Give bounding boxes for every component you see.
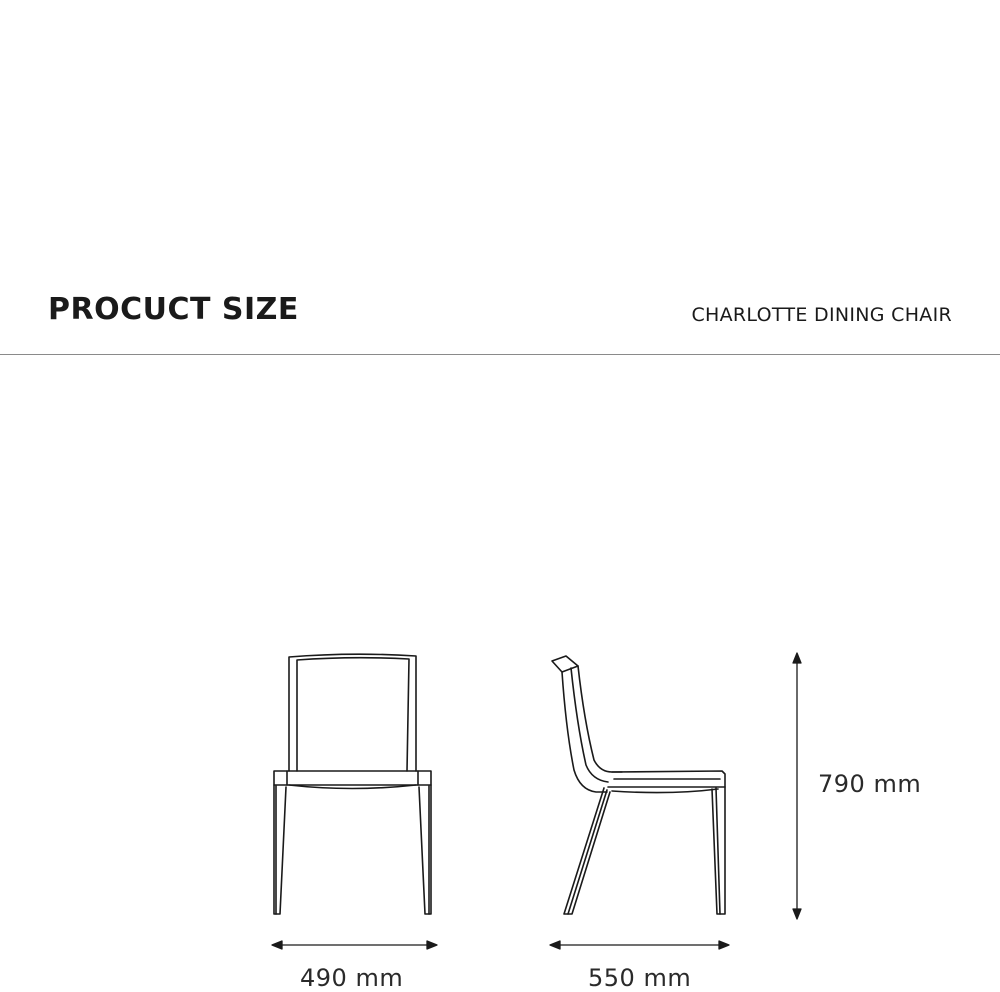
width-dimension-arrow xyxy=(272,941,437,949)
depth-dimension-arrow xyxy=(550,941,729,949)
chair-front-view xyxy=(274,654,431,914)
chair-side-view xyxy=(552,656,725,914)
height-dimension-label: 790 mm xyxy=(818,770,922,798)
width-dimension-label: 490 mm xyxy=(300,964,404,992)
page-title: PROCUCT SIZE xyxy=(48,292,299,327)
height-dimension-arrow xyxy=(793,653,801,919)
product-name: CHARLOTTE DINING CHAIR xyxy=(691,304,952,326)
depth-dimension-label: 550 mm xyxy=(588,964,692,992)
